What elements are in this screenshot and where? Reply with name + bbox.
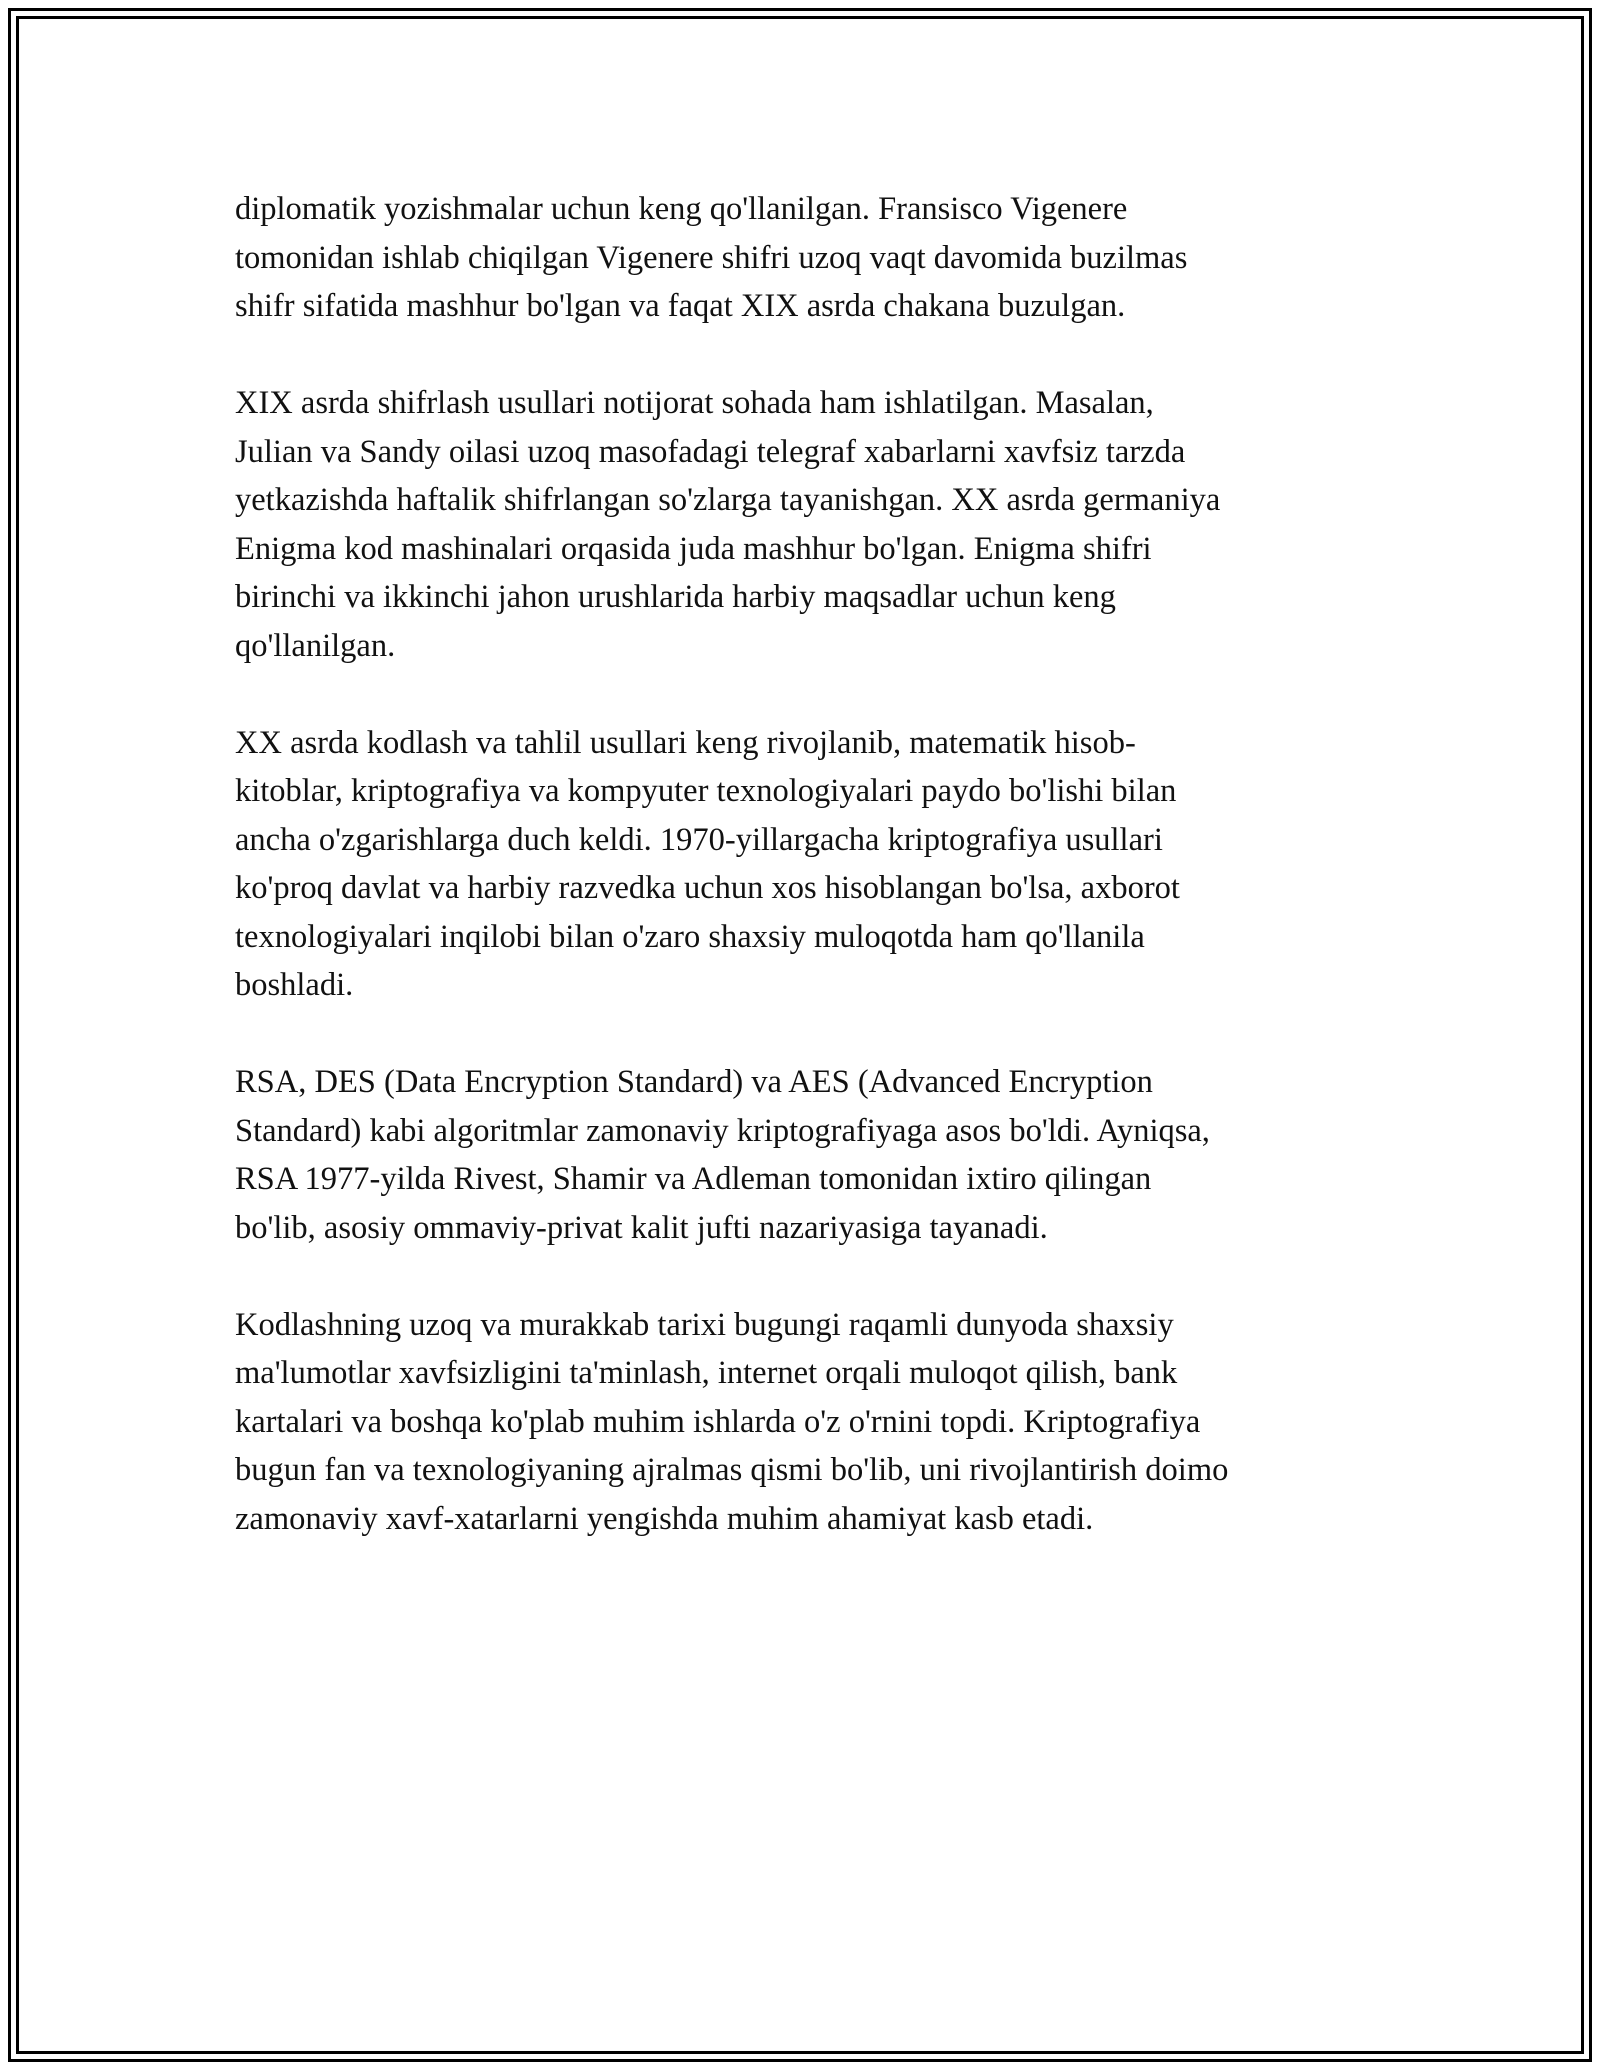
paragraph-xix-century: XIX asrda shifrlash usullari notijorat sohada ham ishlatilgan. Masalan, Julian va Sandy oilasi uzoq masofadagi telegraf xabarlarni xavfsiz tarzda yetkazishda haftalik shifrlangan so'zlarga tayanishgan. XX asrda germaniya Enigma kod mashinalari orqasida juda mashhur bo'lgan. Enigma shifri birinchi va ikkinchi jahon urushlarida harbiy maqsadlar uchun keng qo'llanilgan. — [235, 385, 1221, 664]
paragraph-xx-century: XX asrda kodlash va tahlil usullari keng rivojlanib, matematik hisob- kitoblar, kriptografiya va kompyuter texnologiyalari paydo bo'lishi bilan ancha o'zgarishlarga duch keldi. 1970-yillargacha kriptografiya usullari ko'proq davlat va harbiy razvedka uchun xos hisoblangan bo'lsa, axborot texnologiyalari inqilobi bilan o'zaro shaxsiy muloqotda ham qo'llanila boshladi. — [235, 724, 1180, 1003]
paragraph-vigenere: diplomatik yozishmalar uchun keng qo'llanilgan. Fransisco Vigenere tomonidan ishlab chiqilgan Vigenere shifri uzoq vaqt davomida buzilmas shifr sifatida mashhur bo'lgan va faqat XIX asrda chakana buzulgan. — [235, 191, 1188, 324]
paragraph-algorithms: RSA, DES (Data Encryption Standard) va AES (Advanced Encryption Standard) kabi algoritmlar zamonaviy kriptografiyaga asos bo'ldi. Ayniqsa, RSA 1977-yilda Rivest, Shamir va Adleman tomonidan ixtiro qilingan bo'lib, asosiy ommaviy-privat kalit jufti nazariyasiga tayanadi. — [235, 1064, 1210, 1246]
document-body — [235, 185, 1370, 1592]
paragraph-conclusion: Kodlashning uzoq va murakkab tarixi bugungi raqamli dunyoda shaxsiy ma'lumotlar xavfsizligini ta'minlash, internet orqali muloqot qilish, bank kartalari va boshqa ko'plab muhim ishlarda o'z o'rnini topdi. Kriptografiya bugun fan va texnologiyaning ajralmas qismi bo'lib, uni rivojlantirish doimo zamonaviy xavf-xatarlarni yengishda muhim ahamiyat kasb etadi. — [235, 1306, 1229, 1537]
